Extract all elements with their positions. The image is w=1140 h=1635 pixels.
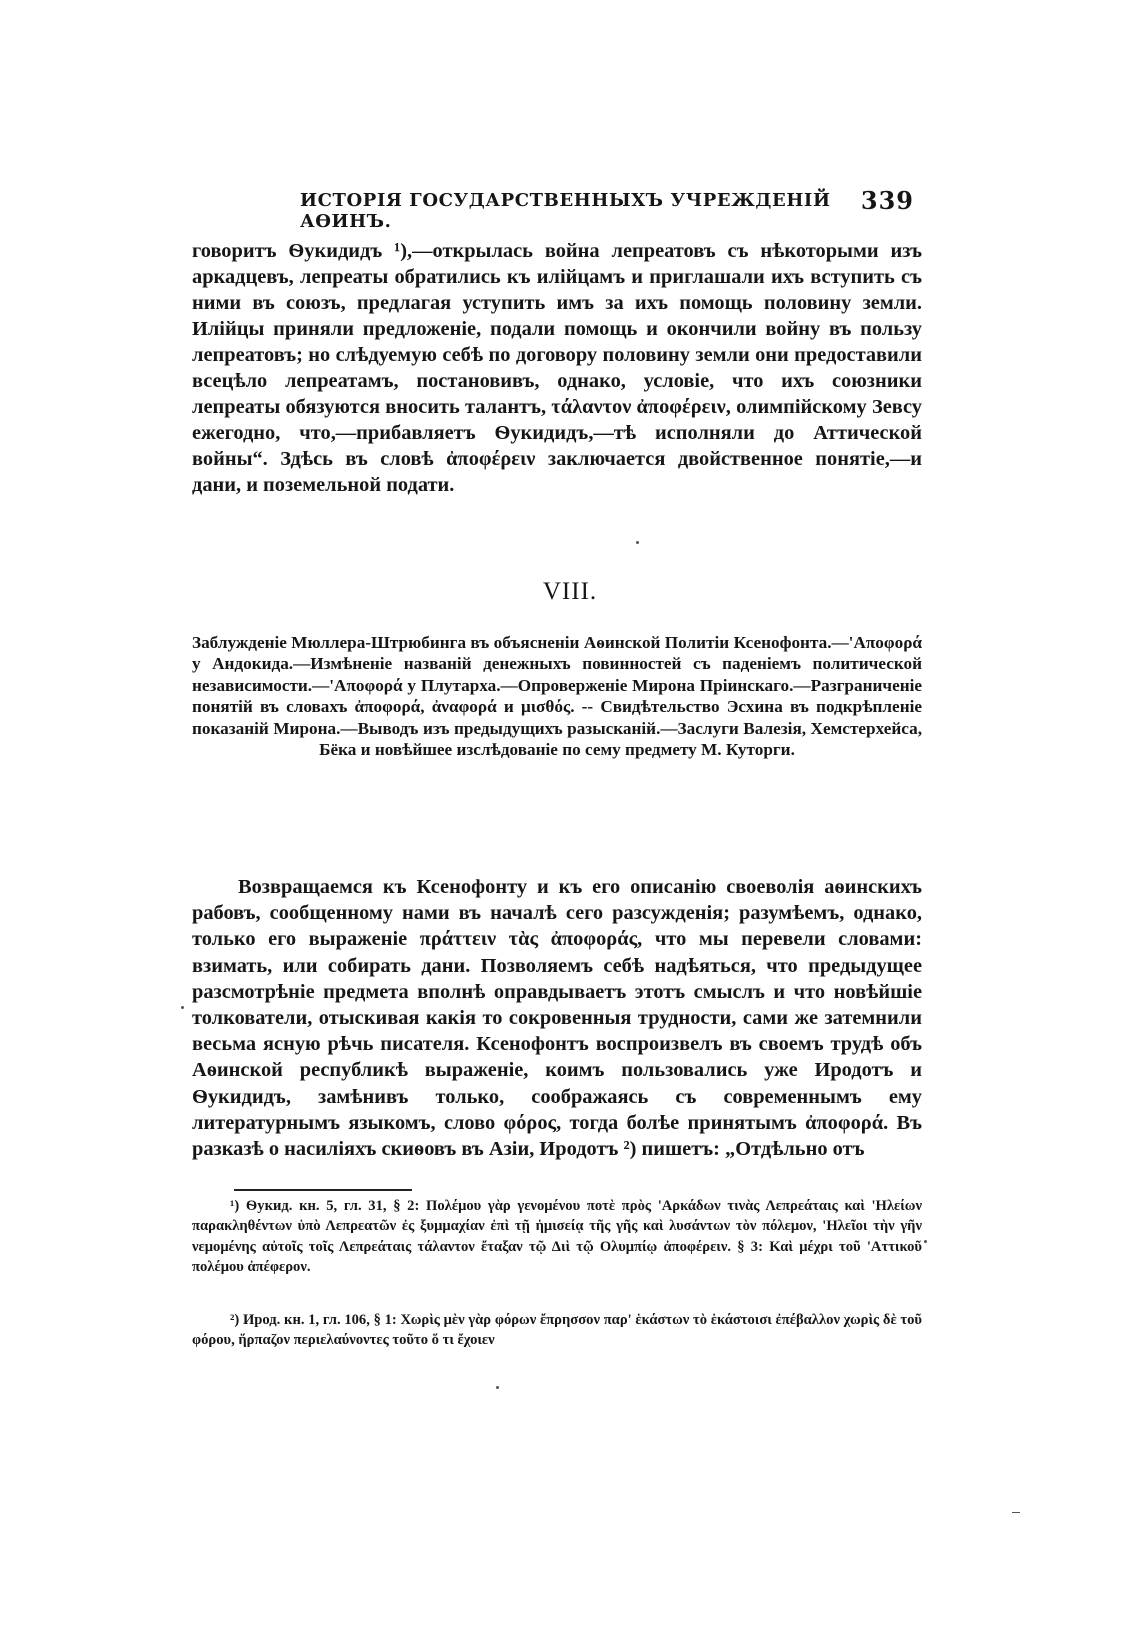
scan-speck (181, 1006, 184, 1009)
section-summary: Заблужденіе Мюллера-Штрюбинга въ объясненіи Аѳинской Политіи Ксенофонта.—'Αποφορά у Андокида.—Измѣненіе названій денежныхъ повинностей съ паденіемъ политической независимости.—'Αποφορά у Плутарха.—Опроверженіе Мирона Пріинскаго.—Разграниченіе понятій въ словахъ ἀποφορά, ἀναφορά и μισθός. -- Свидѣтельство Эсхина въ подкрѣпленіе показаній Мирона.—Выводъ изъ предыдущихъ разысканій.—Заслуги Валезія, Хемстерхейса, Бёка и новѣйшее изслѣдованіе по сему предмету М. Куторги. (192, 633, 922, 760)
scan-speck (924, 1240, 927, 1243)
footnote-divider (234, 1189, 412, 1191)
footnote-1: ¹) Ѳукид. кн. 5, гл. 31, § 2: Πολέμου γὰρ γενομένου ποτὲ πρὸς 'Αρκάδων τινὰς Λεπρεάταις καὶ 'Ηλείων παρακληθέντων ὑπὸ Λεπρεατῶν ἐς ξυμμαχίαν ἐπὶ τῇ ἡμισείᾳ τῆς γῆς καὶ λυσάντων τὸν πόλεμον, 'Ηλεῖοι τὴν γῆν νεμομένης αὐτοῖς τοῖς Λεπρεάταις τάλαντον ἔταξαν τῷ Διὶ τῷ Ολυμπίῳ ἀποφέρειν. § 3: Καὶ μέχρι τοῦ 'Αττικοῦ πολέμου ἀπέφερον. (192, 1198, 922, 1276)
section-number: VIII. (542, 578, 598, 605)
page-number: 339 (860, 186, 914, 215)
scan-speck (1012, 1512, 1020, 1513)
footnote-2: ²) Ирод. кн. 1, гл. 106, § 1: Χωρὶς μὲν γὰρ φόρων ἔπρησσον παρ' ἑκάστων τὸ ἑκάστοισι ἐπέβαλλον χωρὶς δὲ τοῦ φόρου, ἥρπαζον περιελαύνοντες τοῦτο ὅ τι ἔχοιεν (192, 1312, 922, 1349)
paragraph-continuation: говоритъ Ѳукидидъ ¹),—открылась война лепреатовъ съ нѣкоторыми изъ аркадцевъ, лепреаты обратились къ илійцамъ и приглашали ихъ вступить съ ними въ союзъ, предлагая уступить имъ за ихъ помощь половину земли. Илійцы приняли предложеніе, подали помощь и окончили войну въ пользу лепреатовъ; но слѣдуемую себѣ по договору половину земли они предоставили всецѣло лепреатамъ, постановивъ, однако, условіе, что ихъ союзники лепреаты обязуются вносить талантъ, τάλαντον ἀποφέρειν, олимпійскому Зевсу ежегодно, что,—прибавляетъ Ѳукидидъ,—тѣ исполняли до Аттической войны“. Здѣсь въ словѣ ἀποφέρειν заключается двойственное понятіе,—и дани, и поземельной подати. (192, 240, 922, 496)
scan-speck (496, 1386, 499, 1389)
scan-speck (636, 541, 639, 544)
paragraph-main: Возвращаемся къ Ксенофонту и къ его описанію своеволія аѳинскихъ рабовъ, сообщенному нами въ началѣ сего разсужденія; разумѣемъ, однако, только его выраженіе πράττειν τὰς ἀποφοράς, что мы перевели словами: взимать, или собирать дани. Позволяемъ себѣ надѣяться, что предыдущее разсмотрѣніе предмета вполнѣ оправдываетъ этотъ смыслъ и что новѣйшіе толкователи, отыскивая какія то сокровенныя трудности, сами же затемнили весьма ясную рѣчь писателя. Ксенофонтъ воспроизвелъ въ своемъ трудѣ объ Аѳинской республикѣ выраженіе, коимъ пользовались уже Иродотъ и Ѳукидидъ, замѣнивъ только, соображаясь съ современнымъ ему литературнымъ языкомъ, слово φόρος, тогда болѣе принятымъ ἀποφορά. Въ разказѣ о насиліяхъ скиѳовъ въ Азіи, Иродотъ ²) пишетъ: „Отдѣльно отъ (192, 876, 922, 1161)
running-head (190, 186, 918, 232)
running-head-title: ИСТОРІЯ ГОСУДАРСТВЕННЫХЪ УЧРЕЖДЕНІЙ АѲИНЪ. (300, 190, 831, 232)
